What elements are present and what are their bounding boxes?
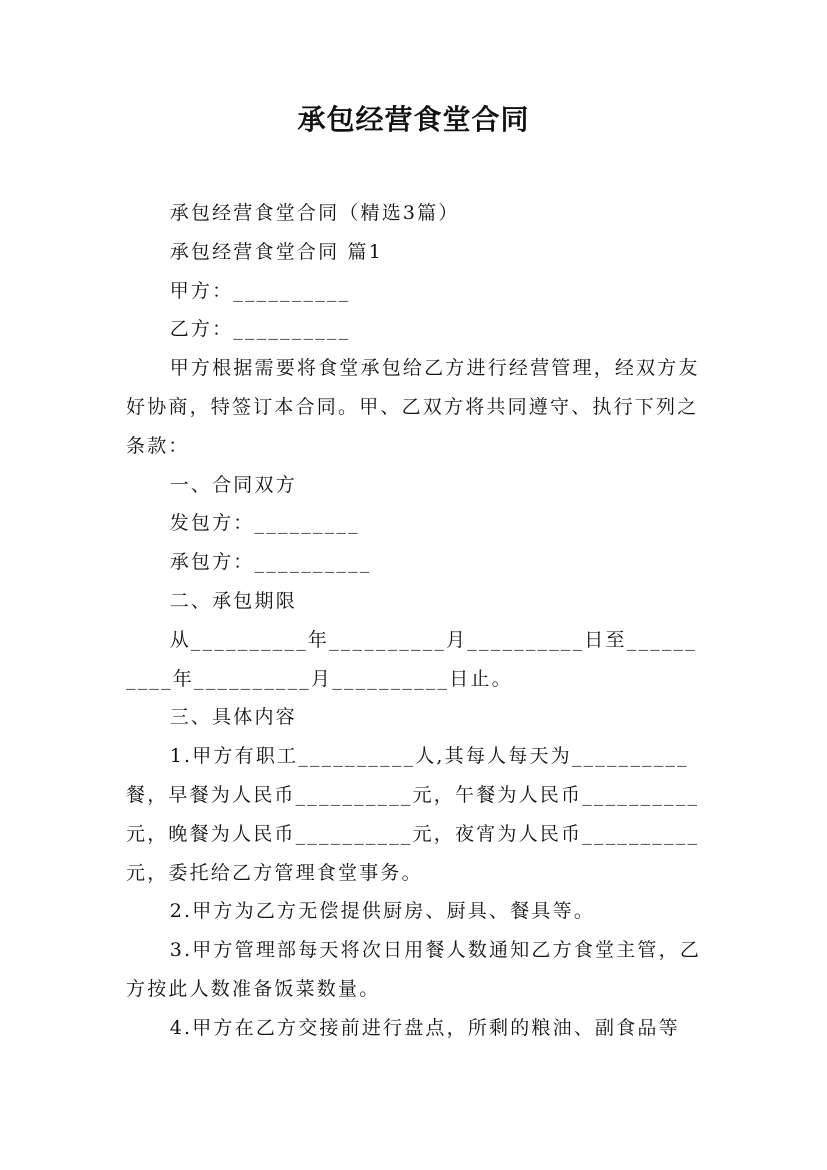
document-body (126, 194, 704, 1048)
party-b-line: 乙方：__________ (169, 318, 351, 341)
contractor-line: 发包方：_________ (169, 512, 360, 535)
document-title: 承包经营食堂合同 (297, 103, 530, 136)
party-a-line: 甲方：__________ (169, 279, 351, 302)
content-item-2: 2.甲方为乙方无偿提供厨房、厨具、餐具等。 (169, 900, 596, 923)
content-item-1: 1.甲方有职工__________人,其每人每天为__________餐，早餐为人民币__________元，午餐为人民币__________元，晚餐为人民币__________元，夜宵为人民币__________元，委托给乙方管理食堂事务。 (126, 745, 700, 884)
contractee-line: 承包方：__________ (169, 551, 372, 574)
content-item-3: 3.甲方管理部每天将次日用餐人数通知乙方食堂主管，乙方按此人数准备饭菜数量。 (126, 939, 702, 1000)
intro-paragraph: 甲方根据需要将食堂承包给乙方进行经营管理，经双方友好协商，特签订本合同。甲、乙双方将共同遵守、执行下列之条款： (126, 357, 700, 457)
clause-heading-content: 三、具体内容 (169, 706, 297, 729)
content-item-4: 4.甲方在乙方交接前进行盘点，所剩的粮油、副食品等 (169, 1016, 680, 1039)
clause-heading-parties: 一、合同双方 (169, 473, 297, 496)
section-heading: 承包经营食堂合同 篇1 (169, 240, 384, 263)
clause-heading-term: 二、承包期限 (169, 589, 297, 612)
term-paragraph: 从__________年__________月__________日至__________年__________月__________日止。 (126, 628, 697, 690)
subtitle-paragraph: 承包经营食堂合同（精选3篇） (169, 202, 460, 224)
